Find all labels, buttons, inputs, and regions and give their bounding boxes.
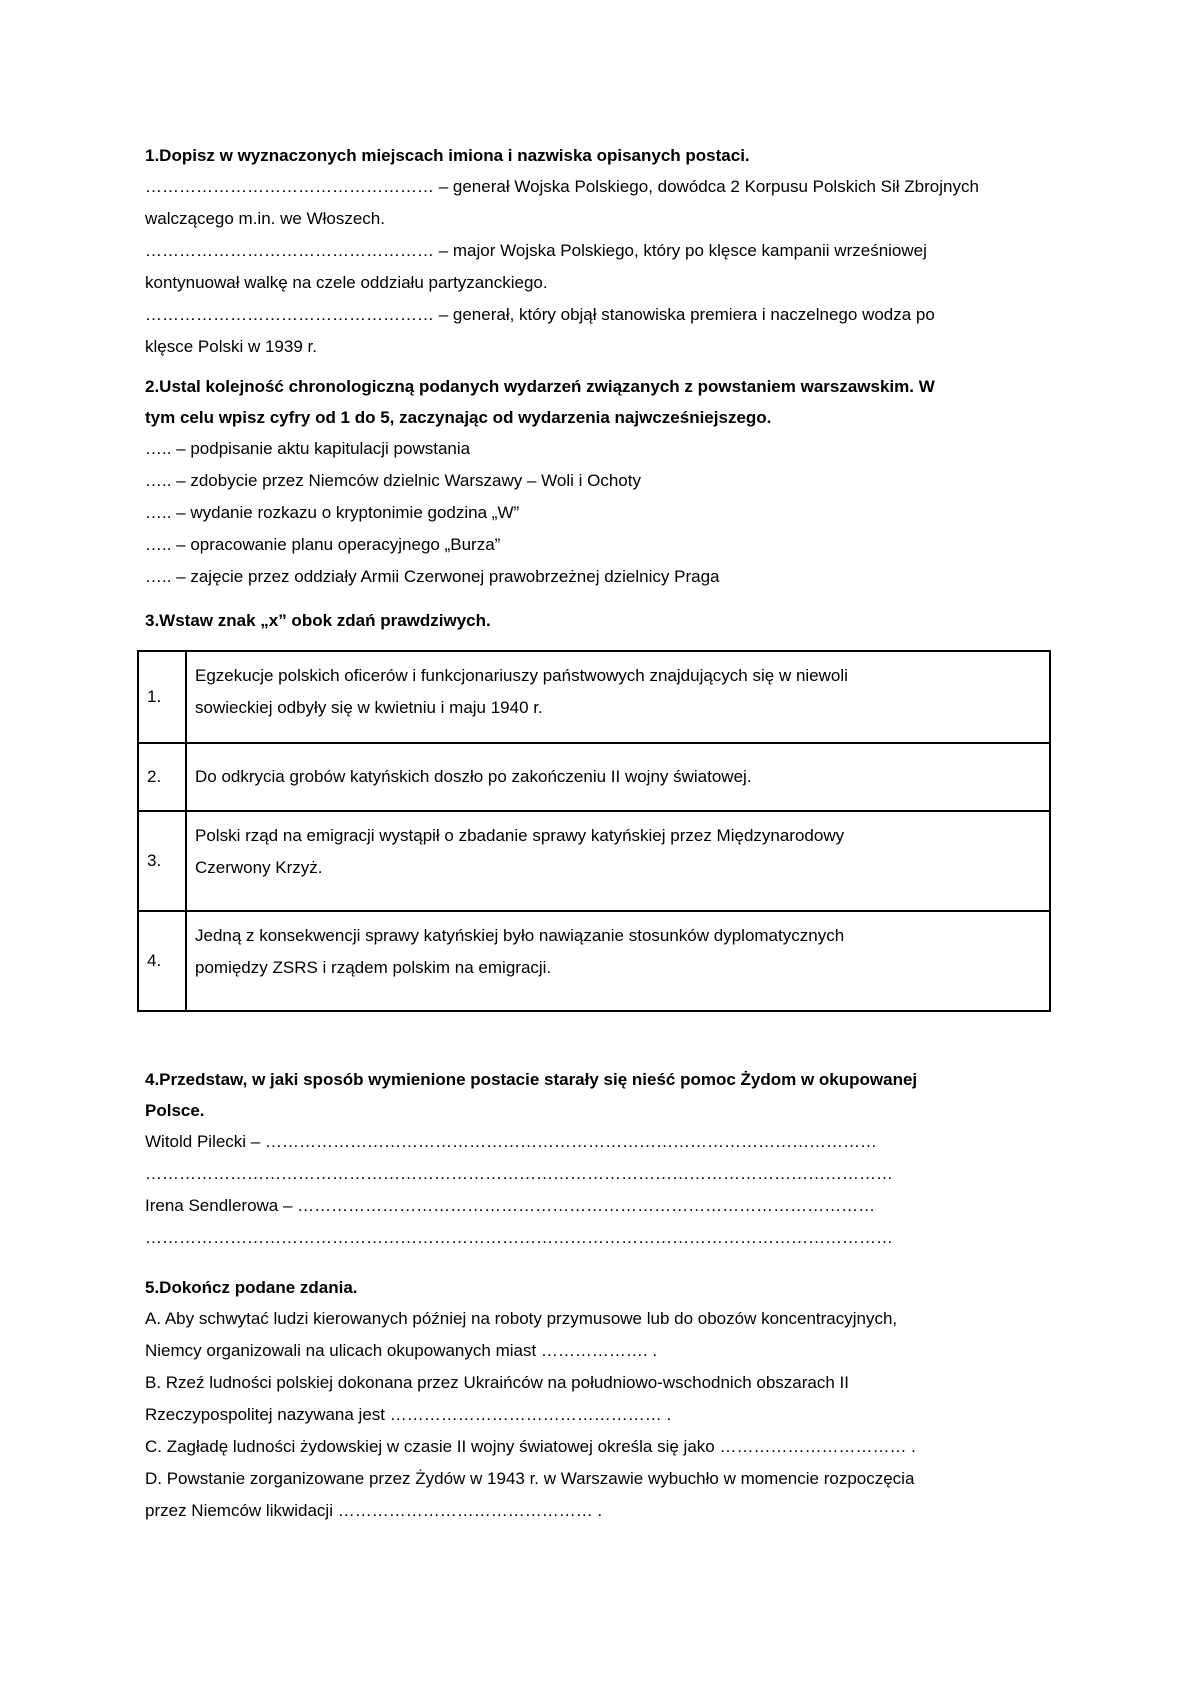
statement-cell[interactable]: [186, 743, 1050, 811]
task-2-heading-line-1: 2.Ustal kolejność chronologiczną podanych wydarzeń związanych z powstaniem warszawskim. W: [145, 377, 935, 396]
sentence-d-line-2[interactable]: przez Niemców likwidacji ……………………………………… .: [145, 1501, 603, 1520]
row-number: 2.: [138, 743, 186, 811]
task-4-heading-line-2: Polsce.: [145, 1101, 205, 1120]
statement-line: pomiędzy ZSRS i rządem polskim na emigracji.: [195, 958, 552, 977]
answer-line-pilecki[interactable]: Witold Pilecki – ………………………………………………………………………………………………: [145, 1132, 877, 1151]
task-5: [145, 1272, 1065, 1527]
statement-cell[interactable]: [186, 911, 1050, 1011]
worksheet: [145, 140, 1065, 1527]
statement-line: Jedną z konsekwencji sprawy katyńskiej było nawiązanie stosunków dyplomatycznych: [195, 926, 845, 945]
row-number: 4.: [138, 911, 186, 1011]
task-1-item-1-line-2: walczącego m.in. we Włoszech.: [145, 209, 385, 228]
task-4-heading-line-1: 4.Przedstaw, w jaki sposób wymienione postacie starały się nieść pomoc Żydom w okupowanej: [145, 1070, 918, 1089]
task-1-item-2-line-1: …………………………………………… – major Wojska Polskiego, który po klęsce kampanii wrześniowej: [145, 241, 927, 260]
task-2-item: ….. – zajęcie przez oddziały Armii Czerwonej prawobrzeżnej dzielnicy Praga: [145, 567, 720, 586]
task-1-heading: 1.Dopisz w wyznaczonych miejscach imiona i nazwiska opisanych postaci.: [145, 146, 750, 165]
sentence-b-line-1: B. Rzeź ludności polskiej dokonana przez Ukraińców na południowo-wschodnich obszarach II: [145, 1373, 849, 1392]
table-row: [138, 651, 1050, 743]
row-number: 1.: [138, 651, 186, 743]
task-1-item-3-line-2: klęsce Polski w 1939 r.: [145, 337, 317, 356]
task-2-item: ….. – wydanie rozkazu o kryptonimie godzina „W”: [145, 503, 520, 522]
table-row: [138, 911, 1050, 1011]
task-2-item: ….. – podpisanie aktu kapitulacji powstania: [145, 439, 471, 458]
sentence-a-line-2[interactable]: Niemcy organizowali na ulicach okupowanych miast ………………. .: [145, 1341, 658, 1360]
sentence-a-line-1: A. Aby schwytać ludzi kierowanych później na roboty przymusowe lub do obozów koncentracyjnych,: [145, 1309, 898, 1328]
statement-line: Polski rząd na emigracji wystąpił o zbadanie sprawy katyńskiej przez Międzynarodowy: [195, 826, 845, 845]
statement-cell[interactable]: [186, 811, 1050, 911]
task-3: [145, 605, 1065, 1012]
task-1-item-1-line-1: …………………………………………… – generał Wojska Polskiego, dowódca 2 Korpusu Polskich Sił Zbrojnych: [145, 177, 979, 196]
task-1: [145, 140, 1065, 363]
task-4: [145, 1064, 1065, 1254]
answer-line[interactable]: ……………………………………………………………………………………………………………………: [145, 1228, 893, 1247]
task-2-item: ….. – opracowanie planu operacyjnego „Burza”: [145, 535, 501, 554]
task-1-item-3-line-1: …………………………………………… – generał, który objął stanowiska premiera i naczelnego wodza po: [145, 305, 935, 324]
task-2-heading-line-2: tym celu wpisz cyfry od 1 do 5, zaczynając od wydarzenia najwcześniejszego.: [145, 408, 772, 427]
statement-line: Do odkrycia grobów katyńskich doszło po zakończeniu II wojny światowej.: [195, 767, 752, 786]
task-1-item-2-line-2: kontynuował walkę na czele oddziału partyzanckiego.: [145, 273, 548, 292]
task-3-heading: 3.Wstaw znak „x” obok zdań prawdziwych.: [145, 611, 491, 630]
answer-line[interactable]: ……………………………………………………………………………………………………………………: [145, 1164, 893, 1183]
true-false-table: [137, 650, 1051, 1012]
table-row: [138, 811, 1050, 911]
task-2-item: ….. – zdobycie przez Niemców dzielnic Warszawy – Woli i Ochoty: [145, 471, 641, 490]
task-2: [145, 371, 1065, 593]
statement-line: Egzekucje polskich oficerów i funkcjonariuszy państwowych znajdujących się w niewoli: [195, 666, 848, 685]
sentence-b-line-2[interactable]: Rzeczypospolitej nazywana jest ………………………………………… .: [145, 1405, 672, 1424]
sentence-c[interactable]: C. Zagładę ludności żydowskiej w czasie II wojny światowej określa się jako …………………………… .: [145, 1437, 916, 1456]
statement-line: Czerwony Krzyż.: [195, 858, 323, 877]
answer-line-sendlerowa[interactable]: Irena Sendlerowa – …………………………………………………………………………………………: [145, 1196, 876, 1215]
task-5-heading: 5.Dokończ podane zdania.: [145, 1278, 358, 1297]
sentence-d-line-1: D. Powstanie zorganizowane przez Żydów w 1943 r. w Warszawie wybuchło w momencie rozpoczęcia: [145, 1469, 915, 1488]
table-row: [138, 743, 1050, 811]
statement-line: sowieckiej odbyły się w kwietniu i maju 1940 r.: [195, 698, 543, 717]
row-number: 3.: [138, 811, 186, 911]
statement-cell[interactable]: [186, 651, 1050, 743]
